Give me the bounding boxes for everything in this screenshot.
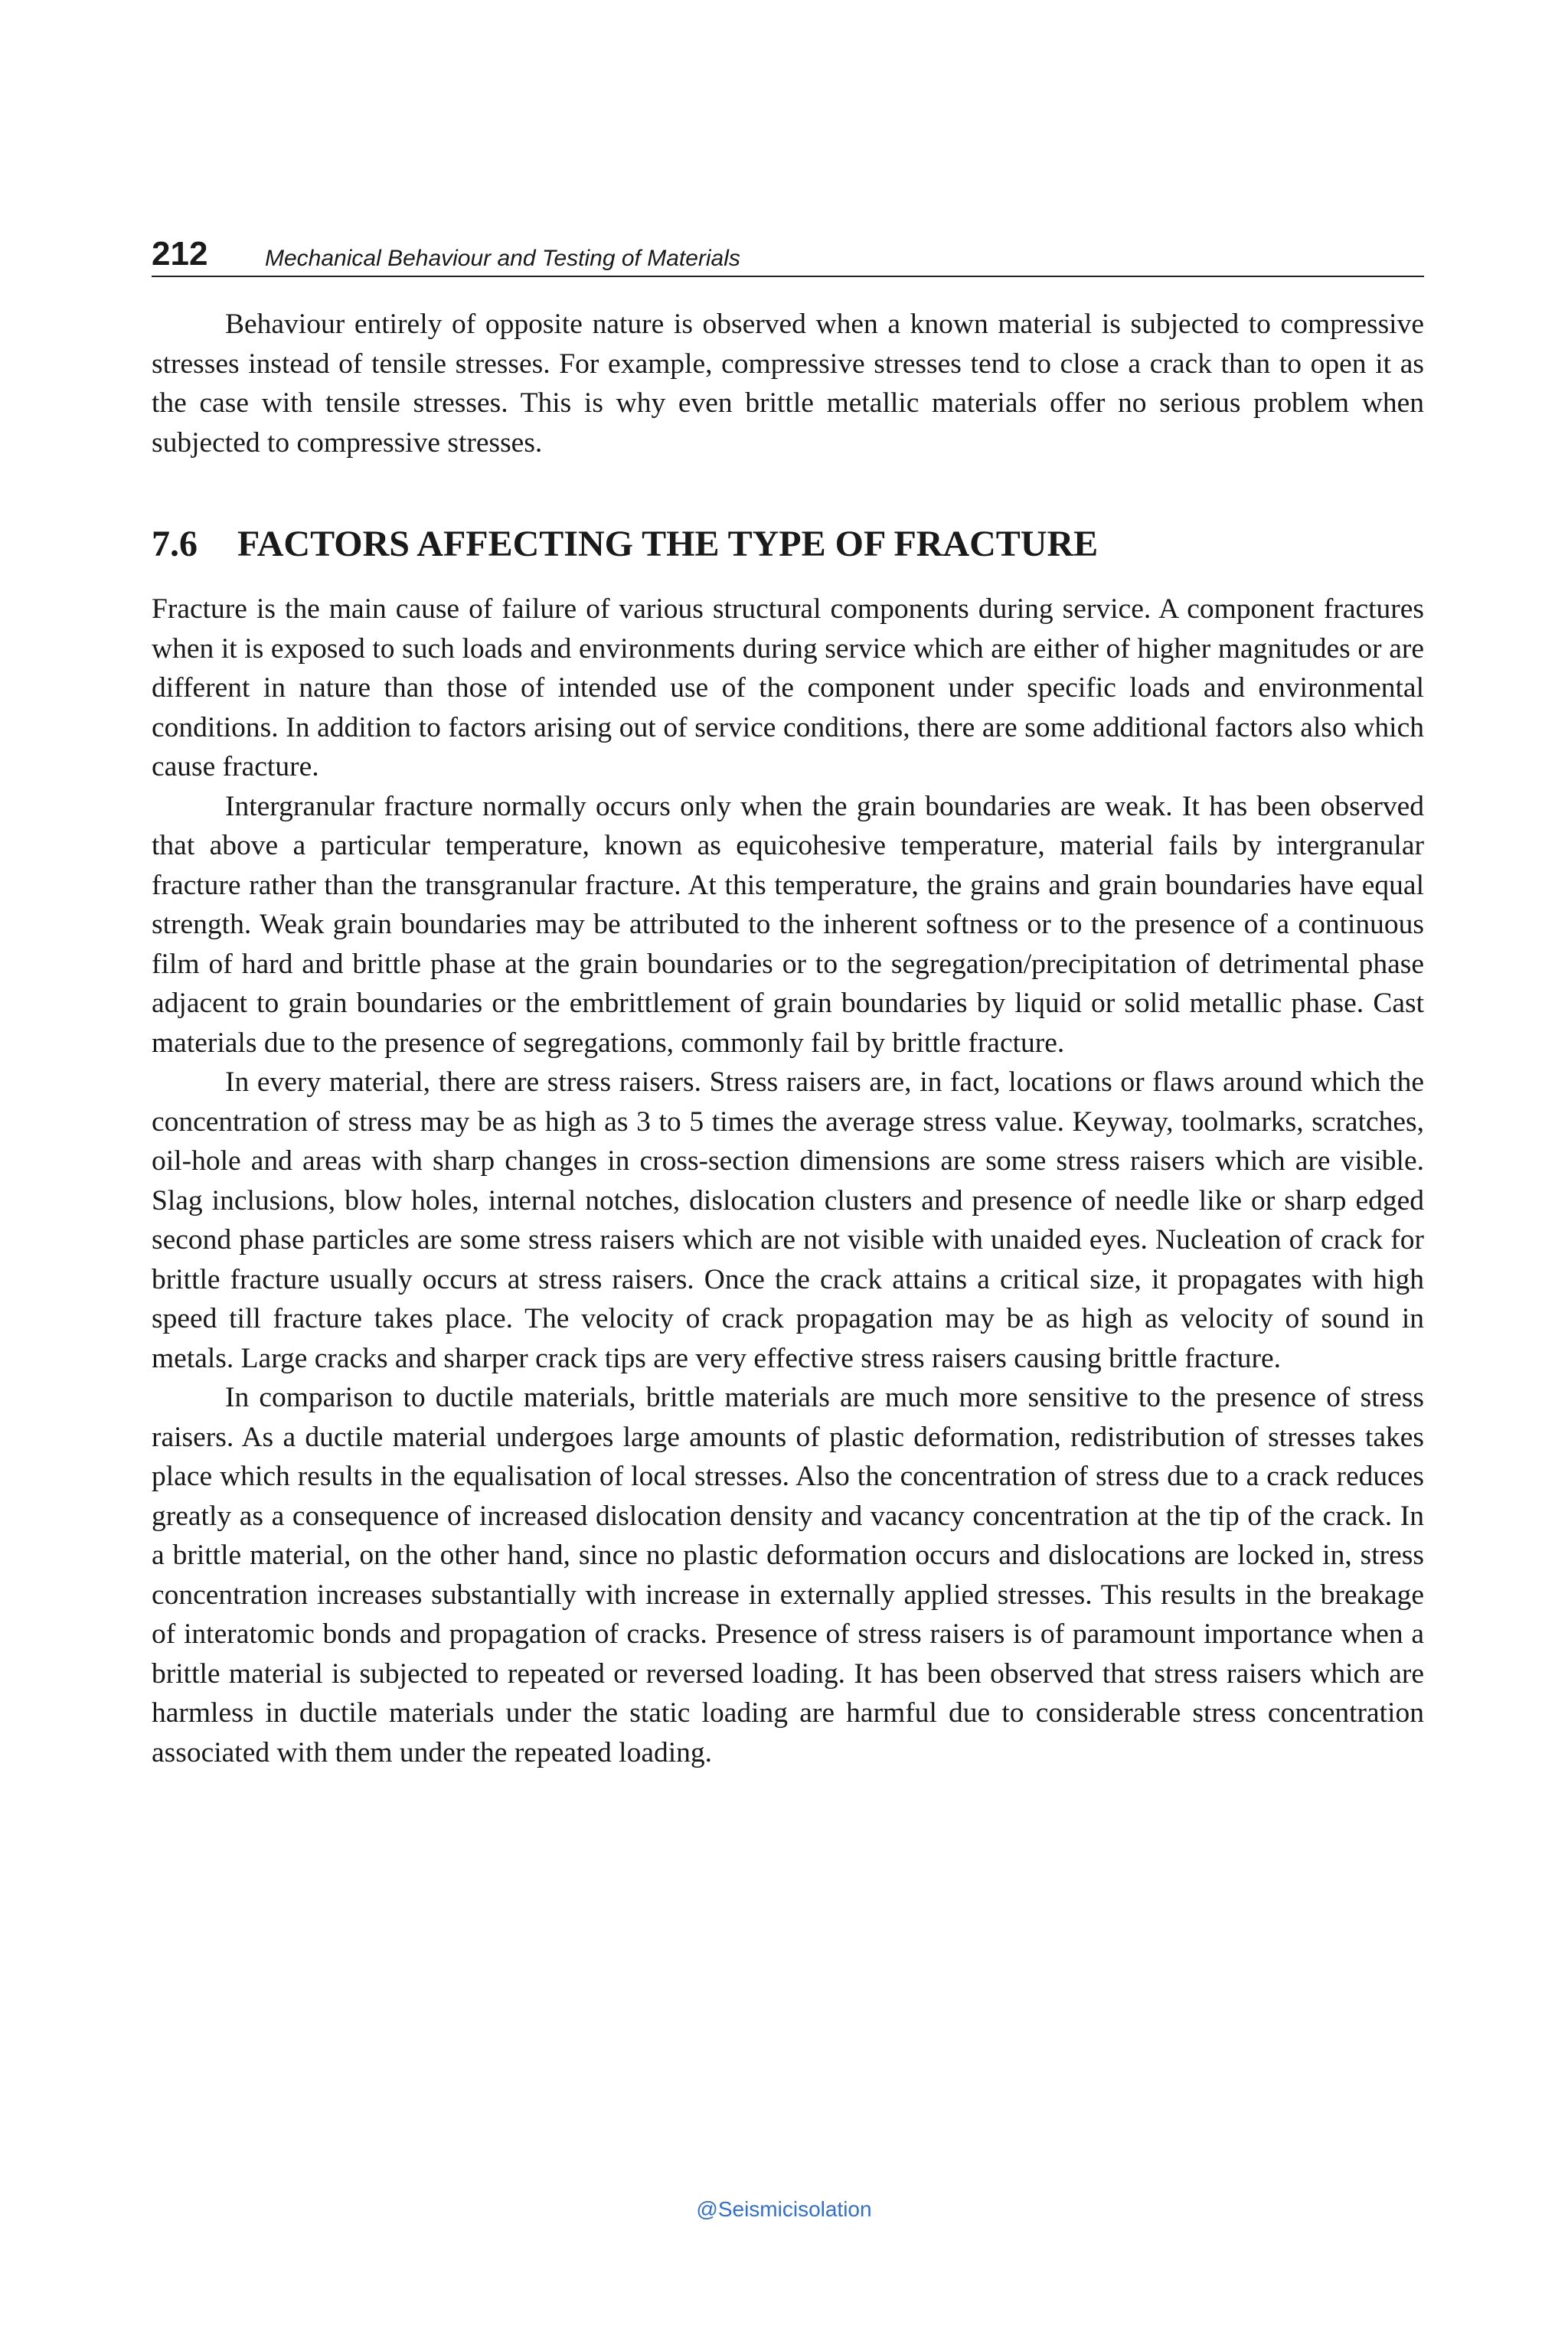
paragraph-brittle-sensitivity: In comparison to ductile materials, brittle materials are much more sensitive to the presence of stress raisers. As a ductile material undergoes large amounts of plastic deformation, redistribution of stresses takes place which results in the equalisation of local stresses. Also the concentration of stress due to a crack reduces greatly as a consequence of increased dislocation density and vacancy concentration at the tip of the crack. In a brittle material, on the other hand, since no plastic deformation occurs and dislocations are locked in, stress concentration increases substantially with increase in externally applied stresses. This results in the breakage of interatomic bonds and propagation of cracks. Presence of stress raisers is of paramount importance when a brittle material is subjected to repeated or reversed loading. It has been observed that stress raisers which are harmless in ductile materials under the static loading are harmful due to considerable stress concentration associated with them under the repeated loading. [152,1382,1424,1768]
watermark: @Seismicisolation [696,2197,872,2221]
intro-paragraph: Behaviour entirely of opposite nature is observed when a known material is subjected to compressive stresses instead of tensile stresses. For example, compressive stresses tend to close a crack than to open it as the case with tensile stresses. This is why even brittle metallic materials offer no serious problem when subjected to compressive stresses. [152,309,1424,459]
section-number: 7.6 [152,524,198,564]
section-heading [152,520,1424,569]
paragraph-stress-raisers: In every material, there are stress raisers. Stress raisers are, in fact, locations or flaws around which the concentration of stress may be as high as 3 to 5 times the average stress value. Keyway, toolmarks, scratches, oil-hole and areas with sharp changes in cross-section dimensions are some stress raisers which are visible. Slag inclusions, blow holes, internal notches, dislocation clusters and presence of needle like or sharp edged second phase particles are some stress raisers which are not visible with unaided eyes. Nucleation of crack for brittle fracture usually occurs at stress raisers. Once the crack attains a critical size, it propagates with high speed till fracture takes place. The velocity of crack propagation may be as high as velocity of sound in metals. Large cracks and sharper crack tips are very effective stress raisers causing brittle fracture. [152,1066,1424,1374]
running-title: Mechanical Behaviour and Testing of Materials [265,246,740,271]
page-header [152,233,1424,277]
intro-block [152,305,1424,462]
section-title: FACTORS AFFECTING THE TYPE OF FRACTURE [237,524,1099,564]
page-number: 212 [152,235,208,273]
paragraph-intergranular-fracture: Intergranular fracture normally occurs only when the grain boundaries are weak. It has been observed that above a particular temperature, known as equicohesive temperature, material fails by intergranular fracture rather than the transgranular fracture. At this temperature, the grains and grain boundaries have equal strength. Weak grain boundaries may be attributed to the inherent softness or to the presence of a continuous film of hard and brittle phase at the grain boundaries or to the segregation/precipitation of detrimental phase adjacent to grain boundaries or the embrittlement of grain boundaries by liquid or solid metallic phase. Cast materials due to the presence of segregations, commonly fail by brittle fracture. [152,790,1424,1059]
paragraph-fracture-causes: Fracture is the main cause of failure of various structural components during service. A component fractures when it is exposed to such loads and environments during service which are either of higher magnitudes or are different in nature than those of intended use of the component under specific loads and environmental conditions. In addition to factors arising out of service conditions, there are some additional factors also which cause fracture. [152,593,1424,782]
section-body [152,589,1424,1772]
